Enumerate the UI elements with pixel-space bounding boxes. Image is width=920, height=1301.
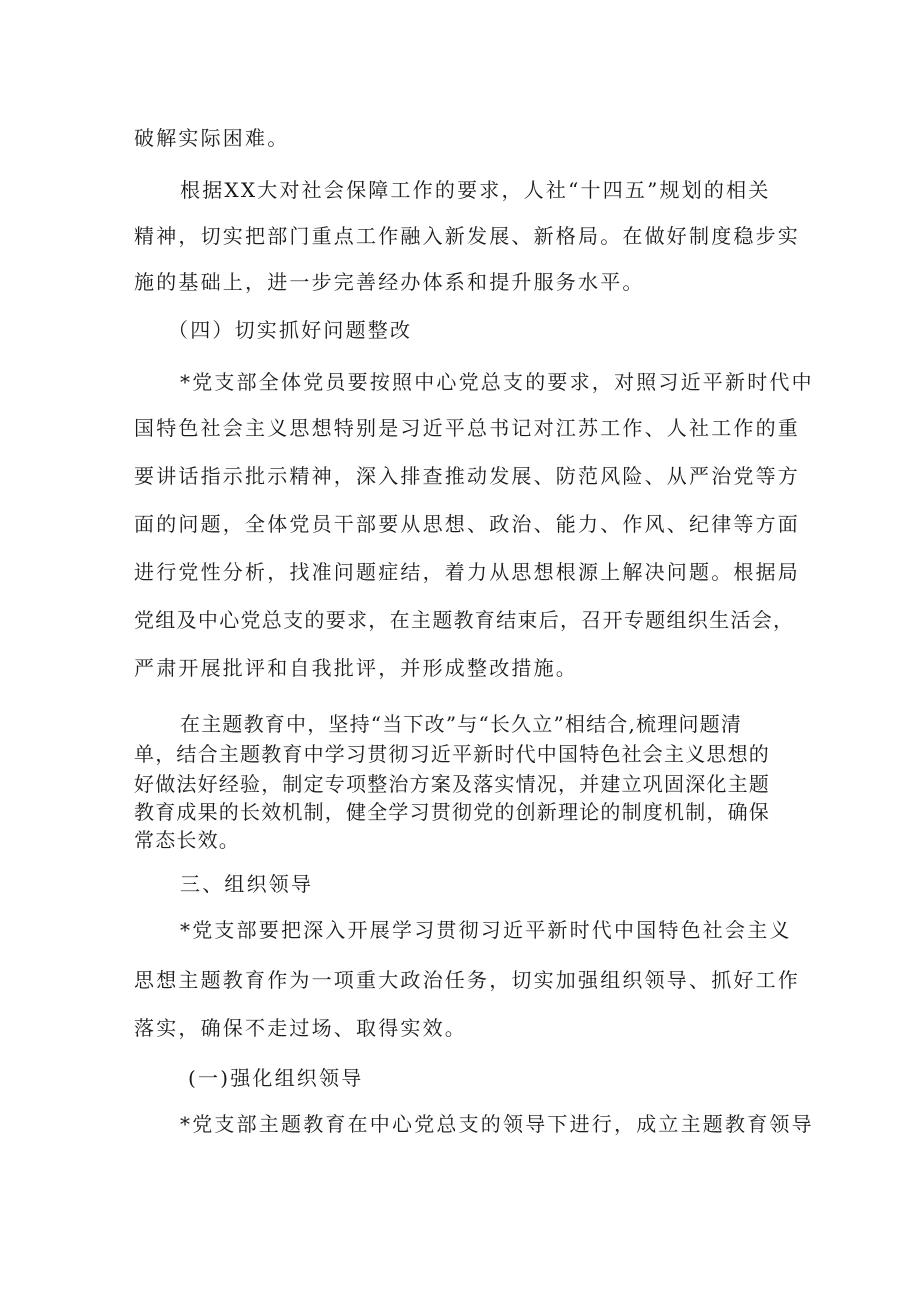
paragraph-start-line: *党支部主题教育在中心党总支的领导下进行，成立主题教育领导 <box>180 1112 814 1136</box>
paragraph-start-line: *党支部全体党员要按照中心党总支的要求，对照习近平新时代中 <box>180 370 814 394</box>
text-line: 党组及中心党总支的要求，在主题教育结束后，召开专题组织生活会， <box>134 608 795 632</box>
section-heading: （四）切实抓好问题整改 <box>168 318 413 342</box>
text-line: 落实，确保不走过场、取得实效。 <box>134 1016 467 1040</box>
text-line: 进行党性分析，找准问题症结，着力从思想根源上解决问题。根据局 <box>134 560 800 584</box>
text-line: 单，结合主题教育中学习贯彻习近平新时代中国特色社会主义思想的 <box>134 742 770 766</box>
text-line: 思想主题教育作为一项重大政治任务，切实加强组织领导、抓好工作 <box>134 968 800 992</box>
text-line: 精神，切实把部门重点工作融入新发展、新格局。在做好制度稳步实 <box>134 224 800 248</box>
text-line: 施的基础上，进一步完善经办体系和提升服务水平。 <box>134 270 645 294</box>
paragraph-start-line: 根据XX大对社会保障工作的要求，人社“十四五”规划的相关 <box>180 178 771 202</box>
text-line: 常态长效。 <box>134 828 240 852</box>
text-line: 破解实际困难。 <box>134 126 290 150</box>
text-line: 面的问题，全体党员干部要从思想、政治、能力、作风、纪律等方面 <box>134 512 800 536</box>
text-line: 严肃开展批评和自我批评，并形成整改措施。 <box>134 656 578 680</box>
text-line: 国特色社会主义思想特别是习近平总书记对江苏工作、人社工作的重 <box>134 416 800 440</box>
text-line: 教育成果的长效机制，健全学习贯彻党的创新理论的制度机制，确保 <box>134 800 770 824</box>
paragraph-start-line: *党支部要把深入开展学习贯彻习近平新时代中国特色社会主义 <box>180 918 792 942</box>
text-line: 要讲话指示批示精神，深入排查推动发展、防范风险、从严治党等方 <box>134 464 800 488</box>
text-line: 好做法好经验，制定专项整治方案及落实情况，并建立巩固深化主题 <box>134 772 770 796</box>
paragraph-start-line: 在主题教育中，坚持“当下改”与“长久立”相结合,梳理问题清 <box>180 712 743 736</box>
section-heading: 三、组织领导 <box>180 872 314 896</box>
section-heading: (一)强化组织领导 <box>188 1066 364 1090</box>
